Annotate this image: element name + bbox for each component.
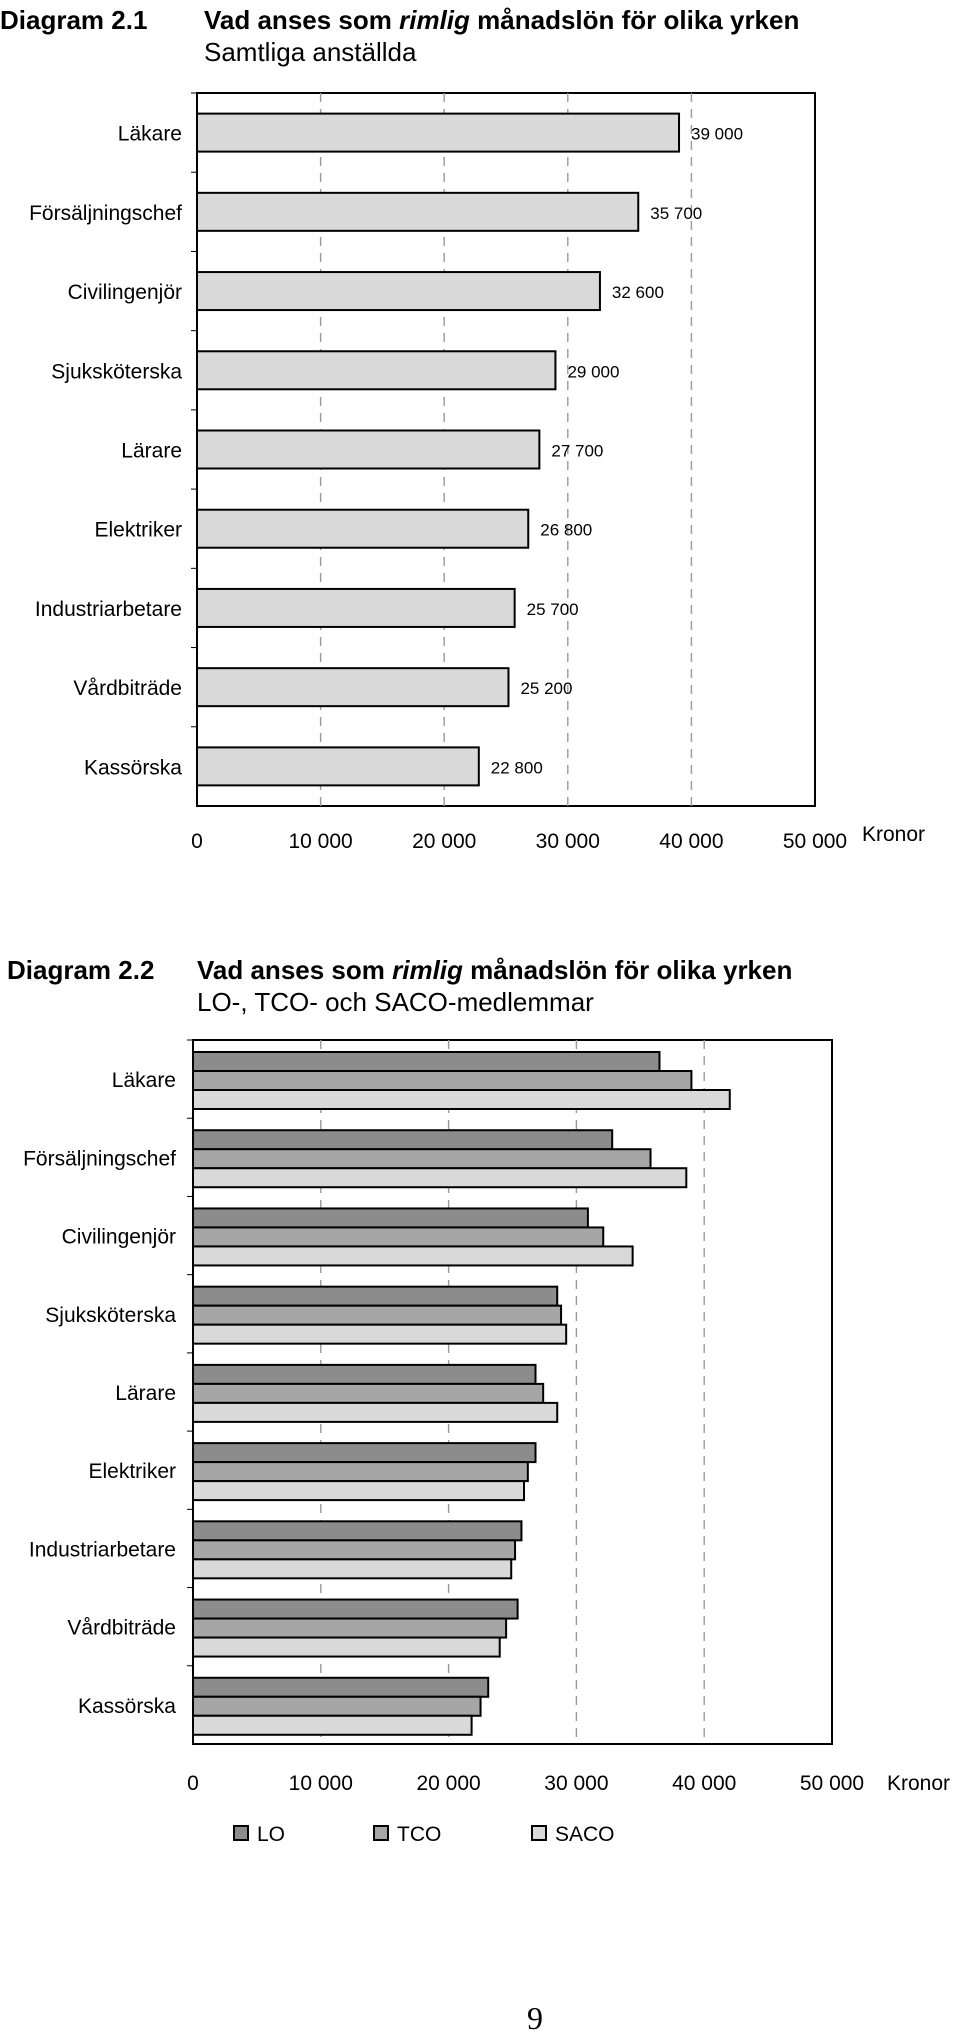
chart1-xtick-label: 40 000 xyxy=(659,830,724,853)
chart2-bar-saco xyxy=(193,1481,524,1500)
chart2-bar-lo xyxy=(193,1287,557,1306)
chart2-bar-tco xyxy=(193,1384,543,1403)
chart1-category-label: Lärare xyxy=(121,439,182,463)
chart1-category-label: Civilingenjör xyxy=(67,281,182,305)
chart2-xtick-label: 0 xyxy=(187,1772,199,1795)
chart2-bar-lo xyxy=(193,1052,659,1071)
chart2-legend-label: SACO xyxy=(555,1823,615,1846)
chart2-bar-tco xyxy=(193,1697,481,1716)
chart2-category-label: Läkare xyxy=(111,1069,176,1093)
chart2-bar-lo xyxy=(193,1443,536,1462)
chart2-bar-saco xyxy=(193,1090,730,1109)
chart1-category-label: Industriarbetare xyxy=(34,597,182,621)
chart2-title: Vad anses som rimlig månadslön för olika yrken xyxy=(197,955,793,985)
chart1-xtick-label: 20 000 xyxy=(412,830,477,853)
chart2-bar-tco xyxy=(193,1149,651,1168)
chart2-xtick-label: 30 000 xyxy=(544,1772,609,1795)
chart2-category-label: Sjuksköterska xyxy=(45,1303,176,1327)
chart2-category-label: Vårdbiträde xyxy=(67,1616,176,1640)
chart2-xlabel: Kronor xyxy=(887,1772,951,1795)
chart2-xtick-label: 10 000 xyxy=(288,1772,353,1795)
chart2-legend-label: LO xyxy=(257,1823,286,1846)
chart2-bar-lo xyxy=(193,1600,518,1619)
chart1-value-label: 29 000 xyxy=(567,362,620,382)
chart2-bar-lo xyxy=(193,1130,612,1149)
chart1-xlabel: Kronor xyxy=(862,823,926,846)
chart1-value-label: 25 200 xyxy=(520,679,573,699)
chart2-legend-swatch-lo xyxy=(234,1826,248,1840)
chart2-bar-tco xyxy=(193,1540,515,1559)
chart1-xtick-label: 50 000 xyxy=(782,830,848,853)
chart1-xtick-label: 10 000 xyxy=(288,830,353,853)
chart1-label: Diagram 2.1 xyxy=(0,5,148,35)
chart2-bar-tco xyxy=(193,1306,561,1325)
chart2-bar-saco xyxy=(193,1403,557,1422)
chart1-value-label: 39 000 xyxy=(691,124,744,144)
chart2-bar-saco xyxy=(193,1246,633,1265)
chart2-bar-lo xyxy=(193,1521,521,1540)
chart1-category-label: Försäljningschef xyxy=(29,201,182,225)
chart2-bar-lo xyxy=(193,1365,536,1384)
chart2-bar-tco xyxy=(193,1071,691,1090)
chart1-value-label: 26 800 xyxy=(540,520,593,540)
chart1-value-label: 27 700 xyxy=(551,441,604,461)
chart1-value-label: 22 800 xyxy=(490,758,543,778)
chart2-xtick-label: 40 000 xyxy=(672,1772,737,1795)
chart2-legend-swatch-tco xyxy=(374,1826,388,1840)
chart2-category-label: Lärare xyxy=(115,1382,176,1405)
chart2-bar-saco xyxy=(193,1716,472,1735)
chart1-category-label: Läkare xyxy=(117,122,182,146)
chart2-bar-lo xyxy=(193,1678,488,1697)
chart1-category-label: Kassörska xyxy=(83,756,182,780)
chart1-value-label: 25 700 xyxy=(526,599,579,619)
chart2-legend-swatch-saco xyxy=(532,1826,546,1840)
chart2-xtick-label: 20 000 xyxy=(416,1772,481,1795)
chart2-category-label: Försäljningschef xyxy=(23,1147,176,1171)
page-number: 9 xyxy=(527,2000,543,2036)
chart1-category-label: Vårdbiträde xyxy=(73,677,182,701)
chart1-subtitle: Samtliga anställda xyxy=(204,37,417,67)
chart2-bar-tco xyxy=(193,1227,603,1246)
chart2-category-label: Industriarbetare xyxy=(28,1538,176,1562)
chart1-value-label: 35 700 xyxy=(650,203,703,223)
chart1-value-label: 32 600 xyxy=(611,283,664,303)
chart2-bar-tco xyxy=(193,1619,506,1638)
chart2-category-label: Elektriker xyxy=(88,1460,176,1484)
chart1-category-label: Elektriker xyxy=(94,518,182,542)
chart1-title: Vad anses som rimlig månadslön för olika yrken xyxy=(204,5,800,35)
chart2-label: Diagram 2.2 xyxy=(7,955,155,985)
chart2-xtick-label: 50 000 xyxy=(799,1772,865,1795)
chart1-category-label: Sjuksköterska xyxy=(51,360,182,384)
chart2-legend-label: TCO xyxy=(397,1823,442,1846)
chart2-category-label: Civilingenjör xyxy=(61,1225,176,1249)
chart2-bar-saco xyxy=(193,1325,566,1344)
chart2-category-label: Kassörska xyxy=(77,1694,176,1718)
chart2-bar-saco xyxy=(193,1559,511,1578)
chart2-bar-lo xyxy=(193,1208,588,1227)
chart2-bar-tco xyxy=(193,1462,528,1481)
chart1-xtick-label: 0 xyxy=(191,830,203,853)
chart1-xtick-label: 30 000 xyxy=(535,830,600,853)
chart2-bar-saco xyxy=(193,1638,500,1657)
chart2-subtitle: LO-, TCO- och SACO-medlemmar xyxy=(197,987,594,1017)
chart2-bar-saco xyxy=(193,1168,686,1187)
